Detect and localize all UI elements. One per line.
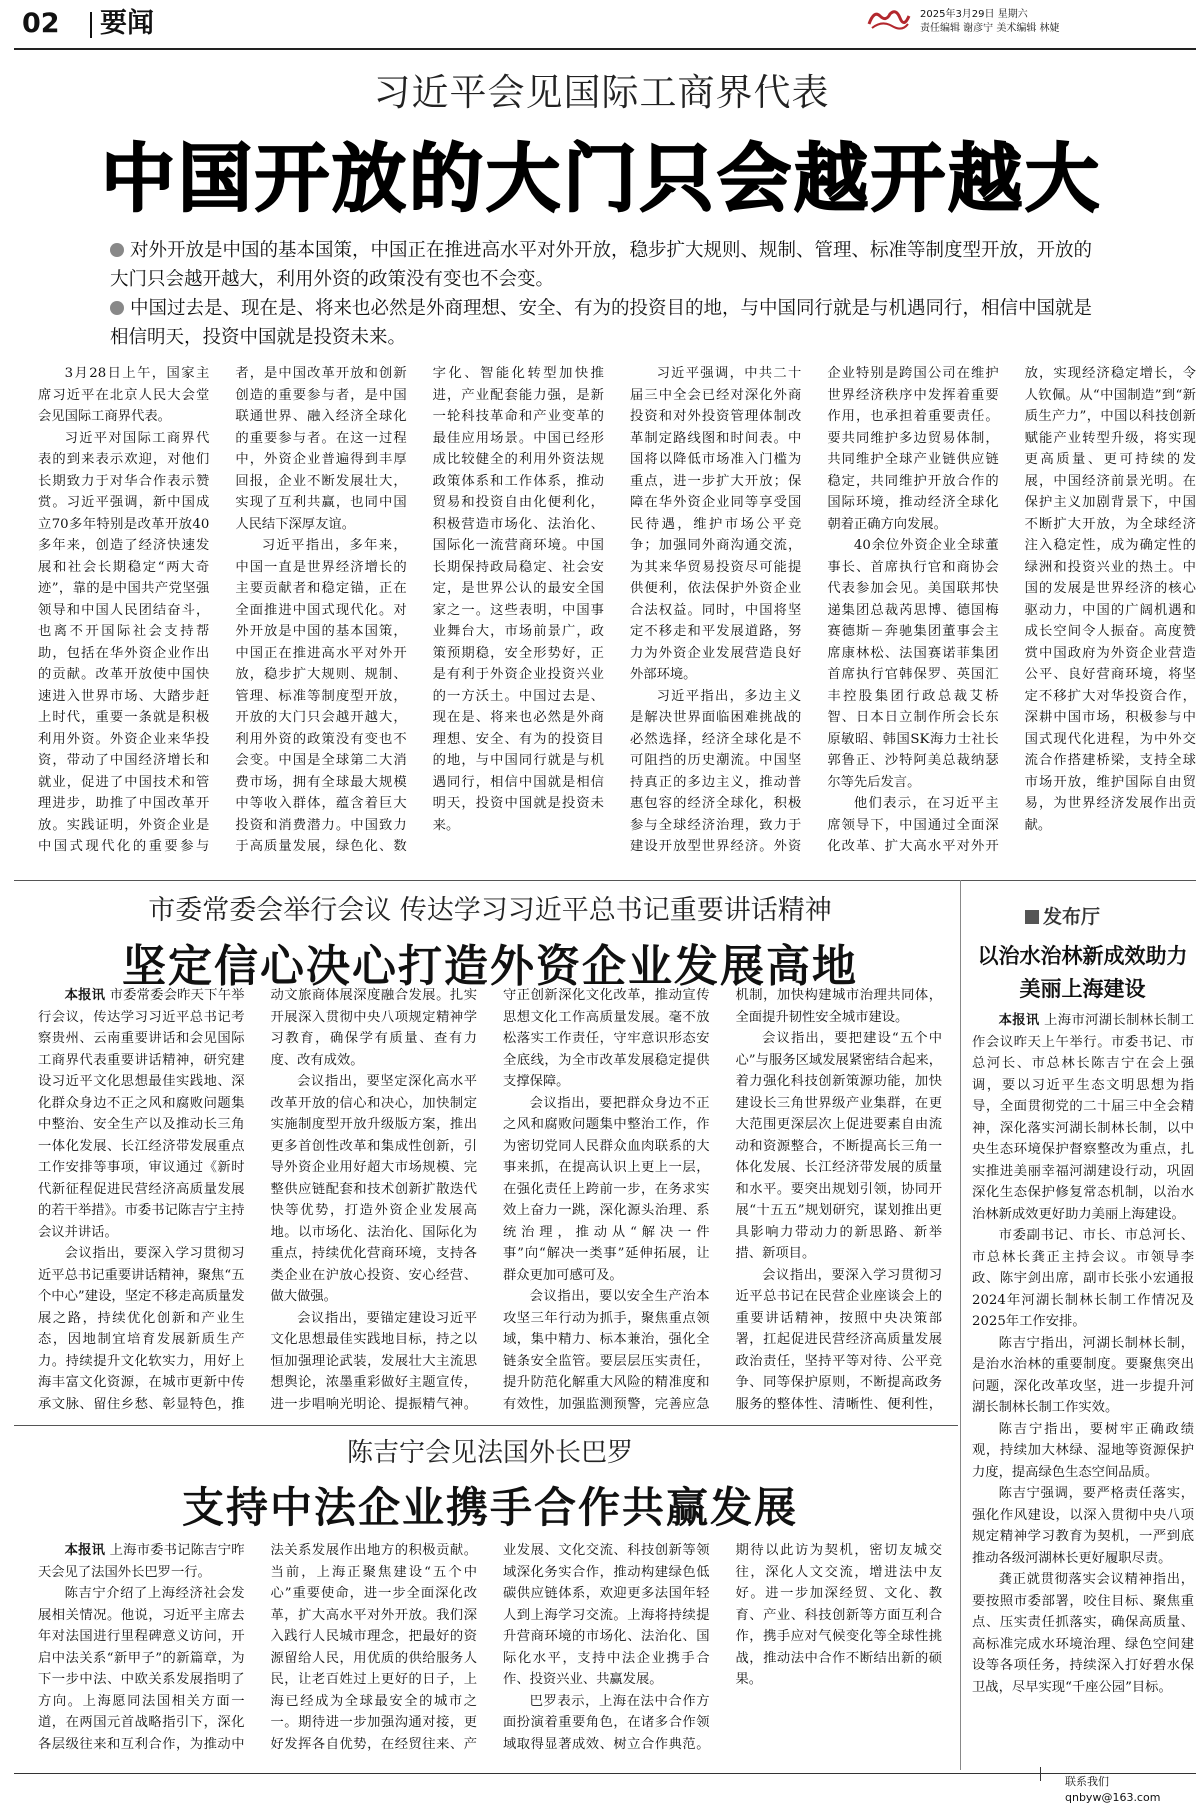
page-number: 02 (22, 8, 60, 39)
sidebar-body (972, 1010, 1194, 1770)
lead-tag: 本报讯 (64, 988, 106, 1003)
paragraph: 龚正就贯彻落实会议精神指出，要按照市委部署，咬住目标、聚焦重点、压实责任抓落实，确保高质量、高标准完成水环境治理、绿色空间建设等各项任务，持续深入打好碧水保卫战，尽早实现“千座公园”目标。 (972, 1572, 1194, 1695)
paragraph: 巴罗表示，上海在法中合作方面扮演着重要角色，在诸多合作领域取得显著成效、树立合作典范。期待以此访为契机，密切友城交往，深化人文交流，增进法中友好。进一步加深经贸、文化、教育、产业、科技创新等方面互利合作，携手应对气候变化等全球性挑战，推动法中合作不断结出新的硕果。 (503, 1543, 942, 1752)
paragraph: 本报讯 上海市河湖长制林长制工作会议昨天上午举行。市委书记、市总河长、市总林长陈吉宁在会上强调，要以习近平生态文明思想为指导，全面贯彻党的二十届三中全会精神，深化落实河湖长制林长制，以中央生态环境保护督察整改为重点，扎实推进美丽幸福河湖建设行动，巩固深化生态保护修复常态机制，以治水治林新成效更好助力美丽上海建设。 (972, 1013, 1194, 1222)
paragraph: 本报讯 上海市委书记陈吉宁昨天会见了法国外长巴罗一行。 (38, 1543, 245, 1580)
article1-title: 中国开放的大门只会越开越大 (101, 136, 1102, 222)
bullet-icon (110, 243, 124, 257)
article3-title: 支持中法企业携手合作共赢发展 (181, 1483, 798, 1532)
date-line: 2025年3月29日 星期六 (920, 9, 1028, 20)
paragraph: 市委副书记、市长、市总河长、市总林长龚正主持会议。市领导李政、陈宇剑出席，副市长张小宏通报2024年河湖长制林长制工作情况及2025年工作安排。 (972, 1228, 1194, 1329)
footer-contact: 联系我们 qnbyw@163.com (1065, 1775, 1161, 1804)
summary-point: 对外开放是中国的基本国策，中国正在推进高水平对外开放，稳步扩大规则、规制、管理、标准等制度型开放，开放的大门只会越开越大，利用外资的政策没有变也不会变。 (110, 240, 1093, 290)
paragraph: 40余位外资企业全球董事长、首席执行官和商协会代表参加会见。美国联邦快递集团总裁芮思博、德国梅赛德斯－奔驰集团董事会主席康林松、法国赛诺菲集团首席执行官韩保罗、英国汇丰控股集团行政总裁艾桥智、日本日立制作所会长东原敏昭、韩国SK海力士社长郭鲁正、沙特阿美总裁纳瑟尔等先后发言。 (827, 538, 999, 790)
paragraph: 会议指出，要锚定建设习近平文化思想最佳实践地目标，持之以恒加强理论武装，发展壮大主流思想舆论，浓墨重彩做好主题宣传，进一步唱响光明论、提振精气神。守正创新深化文化改革，推动宣传思想文化工作高质量发展。毫不放松落实工作责任，守牢意识形态安全底线，为全市改革发展稳定提供支撑保障。 (270, 988, 710, 1412)
paragraph: 陈吉宁介绍了上海经济社会发展相关情况。他说，习近平主席去年对法国进行里程碑意义访问，开启中法关系“新甲子”的新篇章，为下一步中法、中欧关系发展指明了方向。上海愿同法国相关方面一道，在两国元首战略指引下，深化各层级往来和互利合作，为推动中法关系发展作出地方的积极贡献。当前，上海正聚焦建设“五个中心”重要使命，进一步全面深化改革，扩大高水平对外开放。我们深入践行人民城市理念，把最好的资源留给人民，用优质的供给服务人民，让老百姓过上更好的日子，上海已经成为全球最安全的城市之一。期待进一步加强沟通对接，更好发挥各自优势，在经贸往来、产业发展、文化交流、科技创新等领域深化务实合作，推动构建绿色低碳供应链体系，欢迎更多法国年轻人到上海学习交流。上海将持续提升营商环境的市场化、法治化、国际化水平，支持中法企业携手合作、投资兴业、共赢发展。 (38, 1543, 710, 1752)
article2-body (38, 985, 942, 1425)
sidebar-label: 发布厅 (1025, 902, 1100, 929)
paragraph: 会议指出，要坚定深化高水平改革开放的信心和决心，加快制定实施制度型开放升级版方案，推出更多首创性改革和集成性创新，引导外资企业用好超大市场规模、完整供应链配套和技术创新扩散迭代快等优势，打造外资企业发展高地。以市场化、法治化、国际化为重点，持续优化营商环境，支持各类企业在沪放心投资、安心经营、做大做强。 (270, 1074, 477, 1304)
square-icon (1025, 910, 1039, 924)
article3-body (38, 1540, 942, 1768)
newspaper-logo-icon (866, 6, 912, 32)
paragraph: 会议指出，要深入学习贯彻习近平总书记在民营企业座谈会上的重要讲话精神，按照中央决策部署，扛起促进民营经济高质量发展政治责任，坚持平等对待、公平竞争、同等保护原则，不断提高政务服务的整体性、清晰性、便利性， (735, 1267, 942, 1412)
editor-line: 责任编辑 谢彦宁 美术编辑 林婕 (920, 23, 1060, 34)
paragraph: 陈吉宁指出，要树牢正确政绩观，持续加大林绿、湿地等资源保护力度，提高绿色生态空间品质。 (972, 1421, 1194, 1480)
paragraph: 会议指出，要把群众身边不正之风和腐败问题集中整治工作，作为密切党同人民群众血肉联系的大事来抓，在提高认识上更上一层，在强化责任上跨前一步，在务求实效上奋力一跳，深化源头治理、系统治理，推动从“解决一件事”向“解决一类事”延伸拓展，让群众更加可感可及。 (503, 1095, 710, 1283)
article3-kicker: 陈吉宁会见法国外长巴罗 (346, 1438, 633, 1468)
footer-rule (14, 1773, 1196, 1774)
paragraph: 习近平对国际工商界代表的到来表示欢迎，对他们长期致力于对华合作表示赞赏。习近平强调，新中国成立70多年特别是改革开放40多年来，创造了经济快速发展和社会长期稳定“两大奇迹”，靠的是中国共产党坚强领导和中国人民团结奋斗，也离不开国际社会支持帮助，包括在华外资企业作出的贡献。改革开放使中国快速进入世界市场、大踏步赶上时代，重要一条就是积极利用外资。外资企业来华投资，带动了中国经济增长和就业，促进了中国技术和管理进步，助推了中国改革开放。实践证明，外资企业是中国式现代化的重要参与者，是中国改革开放和创新创造的重要参与者，是中国联通世界、融入经济全球化的重要参与者。在这一过程中，外资企业普遍得到丰厚回报，企业不断发展壮大，实现了互利共赢，也同中国人民结下深厚友谊。 (38, 366, 407, 854)
paragraph: 会议指出，要深入学习贯彻习近平总书记重要讲话精神，聚焦“五个中心”建设，坚定不移走高质量发展之路，持续优化创新和产业生态，因地制宜培育发展新质生产力。持续提升文化软实力，用好上海丰富文化资源，在城市更新中传承文脉、留住乡愁、彰显特色，推动文旅商体展深度融合发展。扎实开展深入贯彻中央八项规定精神学习教育，确保学有质量、查有力度、改有成效。 (38, 988, 477, 1412)
paragraph: 会议指出，要把建设“五个中心”与服务区域发展紧密结合起来，着力强化科技创新策源功能，加快建设长三角世界级产业集群，在更大范围更深层次上促进要素自由流动和资源整合，不断提高长三角一体化发展、长江经济带发展的质量和水平。要突出规划引领，协同开展“十五五”规划研究，谋划推出更具影响力带动力的新思路、新举措、新项目。 (735, 1031, 942, 1261)
sidebar-divider (960, 880, 961, 1770)
paragraph: 3月28日上午，国家主席习近平在北京人民大会堂会见国际工商界代表。 (38, 366, 210, 424)
paragraph: 习近平指出，多年来，中国一直是世界经济增长的主要贡献者和稳定锚，正在全面推进中国式现代化。对外开放是中国的基本国策，中国正在推进高水平对外开放，稳步扩大规则、规制、管理、标准等制度型开放，开放的大门只会越开越大，利用外资的政策没有变也不会变。中国是全球第二大消费市场，拥有全球最大规模中等收入群体，蕴含着巨大投资和消费潜力。中国致力于高质量发展，绿色化、数字化、智能化转型加快推进，产业配套能力强，是新一轮科技革命和产业变革的最佳应用场景。中国已经形成比较健全的利用外资法规政策体系和工作体系，推动贸易和投资自由化便利化，积极营造市场化、法治化、国际化一流营商环境。中国长期保持政局稳定、社会安定，是世界公认的最安全国家之一。这些表明，中国事业舞台大，市场前景广，政策预期稳，安全形势好，正是有利于外资企业投资兴业的一方沃土。中国过去是、现在是、将来也必然是外商理想、安全、有为的投资目的地，与中国同行就是与机遇同行，相信中国就是相信明天，投资中国就是投资未来。 (235, 366, 604, 854)
header-divider (90, 12, 92, 38)
header-rule (14, 48, 1196, 50)
section-rule (14, 880, 1196, 881)
footer-tick (1040, 1767, 1041, 1781)
article1-body (38, 363, 1196, 868)
summary-point: 中国过去是、现在是、将来也必然是外商理想、安全、有为的投资目的地，与中国同行就是与机遇同行，相信中国就是相信明天，投资中国就是投资未来。 (110, 298, 1093, 348)
section-name: 要闻 (100, 8, 154, 39)
bullet-icon (110, 301, 124, 315)
paragraph: 习近平强调，中共二十届三中全会已经对深化外商投资和对外投资管理体制改革制定路线图和时间表。中国将以降低市场准入门槛为重点，进一步扩大开放；保障在华外资企业同等享受国民待遇，维护市场公平竞争；加强同外商沟通交流，为其来华贸易投资尽可能提供便利，依法保护外资企业合法权益。同时，中国将坚定不移走和平发展道路，努力为外资企业发展营造良好外部环境。 (629, 366, 802, 682)
header-info (920, 8, 1060, 36)
paragraph: 本报讯 市委常委会昨天下午举行会议，传达学习习近平总书记考察贵州、云南重要讲话和会见国际工商界代表重要讲话精神，研究建设习近平文化思想最佳实践地、深化群众身边不正之风和腐败问题集中整治、安全生产以及推动长三角一体化发展、长江经济带发展重点工作安排等事项，审议通过《新时代新征程促进民营经济高质量发展的若干举措》。市委书记陈吉宁主持会议并讲话。 (38, 988, 245, 1240)
article2-kicker: 市委常委会举行会议 传达学习习近平总书记重要讲话精神 (148, 895, 832, 926)
paragraph: 习近平指出，多边主义是解决世界面临困难挑战的必然选择，经济全球化是不可阻挡的历史潮流。中国坚持真正的多边主义，推动普惠包容的经济全球化，积极参与全球经济治理，致力于建设开放型世界经济。外资企业特别是跨国公司在维护世界经济秩序中发挥着重要作用，也承担着重要责任。要共同维护多边贸易体制，共同维护全球产业链供应链稳定，共同维护开放合作的国际环境，推动经济全球化朝着正确方向发展。 (629, 366, 999, 854)
section-rule (14, 1425, 958, 1426)
article1-kicker: 习近平会见国际工商界代表 (373, 71, 830, 114)
paragraph: 他们表示，在习近平主席领导下，中国通过全面深化改革、扩大高水平对外开放，实现经济稳定增长，令人钦佩。从“中国制造”到“新质生产力”，中国以科技创新赋能产业转型升级，将实现更高质量、更可持续的发展，中国经济前景光明。在保护主义加剧背景下，中国不断扩大开放，为全球经济注入稳定性，成为确定性的绿洲和投资兴业的热土。中国的发展是世界经济的核心驱动力，中国的广阔机遇和成长空间令人振奋。高度赞赏中国政府为外资企业营造公平、良好营商环境，将坚定不移扩大对华投资合作，深耕中国市场，积极参与中国式现代化进程，为中外交流合作搭建桥梁，支持全球市场开放，维护国际自由贸易，为世界经济发展作出贡献。 (827, 366, 1196, 854)
paragraph: 陈吉宁强调，要严格责任落实，强化作风建设，以深入贯彻中央八项规定精神学习教育为契机，一严到底推动各级河湖林长更好履职尽责。 (972, 1486, 1194, 1566)
lead-tag: 本报讯 (998, 1013, 1040, 1028)
article1-summary (110, 236, 1095, 352)
article2-title: 坚定信心决心打造外资企业发展高地 (122, 941, 858, 992)
lead-tag: 本报讯 (64, 1543, 106, 1558)
paragraph: 陈吉宁指出，河湖长制林长制，是治水治林的重要制度。要聚焦突出问题，深化改革攻坚，进一步提升河湖长制林长制工作实效。 (972, 1335, 1194, 1415)
paragraph: 会议指出，要以安全生产治本攻坚三年行动为抓手，聚焦重点领域，集中精力、标本兼治，强化全链条安全监管。要层层压实责任，提升防范化解重大风险的精准度和有效性，加强监测预警，完善应急机制，加快构建城市治理共同体，全面提升韧性安全城市建设。 (503, 988, 942, 1412)
sidebar-title: 以治水治林新成效助力美丽上海建设 (977, 944, 1188, 1001)
